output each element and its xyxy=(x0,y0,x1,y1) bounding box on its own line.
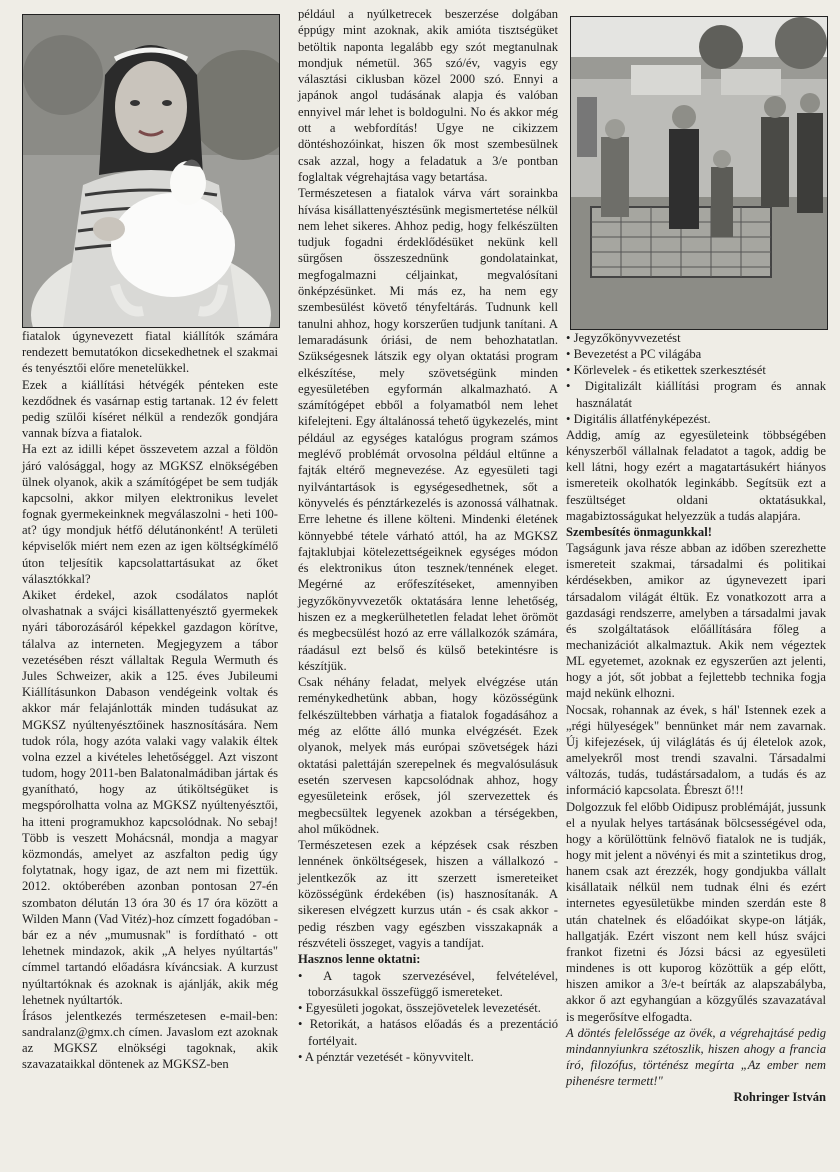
photo-poultry-show-visitors xyxy=(571,17,827,329)
col3-list xyxy=(566,330,826,427)
col2-paragraph: Természetesen ezek a képzések csak részben lennének önköltségesek, hiszen a vállalkozó - jelentkezők az itt szerzett ismereteiket közösségünk érdekében (is) hasznosítanák. A sikeresen elvégzett kurzus után - és csak akkor - pedig részben vagy egészben visszakapnák a részvételi összeget, vagyis a tandíjat. xyxy=(298,838,558,950)
list-item: • Jegyzőkönyvvezetést xyxy=(566,331,681,345)
list-item: • Bevezetést a PC világába xyxy=(566,347,702,362)
col3-paragraph: Dolgozzuk fel előbb Oidipusz problémáját, jussunk el a nyulak helyes tartásának bölcsességével oda, hogy a körülöttünk felnövő fiatalok ne is tudják, hogy mit jelent a növényi és mit a szintetikus drog, hanem csak azt érezzék, hogy gondjukba vállalt kisállataik nélkül nem tudnak élni és ezért internetes egyesületükbe minden szerdán este 8 után chatelnek és előadóikat skype-on látják, hallgatják. Ezért viszont nem kell húsz svájci frankot fizetni és Józsi bácsi az egyesületi mindenes is ott kuporog közöttük a gép előtt, hiszen amikor a 3/e-t beírták az alapszabályba, akkor ő azt egyhangúan a közgyűlés szavazatával is megerősítve elfogadta. xyxy=(566,799,826,1024)
author-signature: Rohringer István xyxy=(733,1090,826,1105)
col1-paragraph: Ha ezt az idilli képet összevetem azzal a földön járó valósággal, hogy az MGKSZ elnökségében ülnek olyanok, akik a számítógépet be sem tudják kapcsolni, akkor milyen elektronikus levelet fognak gyermekeinknek megválaszolni - heti 100-at? úgy mondjuk hétfő délutánonként! A területi képviselők miért nem ezen az igen költségkímélő úton teljesítik kapcsolattartásukat az őket választókkal? xyxy=(22,442,278,586)
closing-quote: A döntés felelőssége az övék, a végrehajtásé pedig mindannyiunkra szétoszlik, hiszen ahogy a francia író, filozófus, történész megírta „Az ember nem pihenésre termett!" xyxy=(566,1025,826,1089)
col3-paragraph: Addig, amíg az egyesületeink többségében kényszerből vállalnak feladatot a tagok, addig be kell látni, hogy ezért a magatartásukért hiányos ismereteik okolhatók leginkább. Segítsük ezt a feszültséget oldani oktatásukkal, magabiztosságukat helyezzük a tudás alapjára. xyxy=(566,427,826,523)
list-item: • Egyesületi jogokat, összejövetelek levezetését. xyxy=(298,1001,541,1016)
left-photo xyxy=(22,14,280,328)
column-2 xyxy=(298,6,558,1065)
col1-paragraph: Ezek a kiállítási hétvégék pénteken este kezdődnek és vasárnap estig tartanak. 12 év felett pedig szülői kíséret nélkül a rendezők gondjára vannak bízva a fiatalok. xyxy=(22,377,278,441)
col2-list xyxy=(298,968,558,1066)
list-item: • A pénztár vezetését - könyvvitelt. xyxy=(298,1050,474,1064)
col3-paragraph: Nocsak, rohannak az évek, s hál' Istennek ezek a „régi hülyeségek" bennünket már nem zavarnak. Új kifejezések, új világlátás és új életelok azok, amelyekről most trendi szavalni. Társadalmi változás, tudás, tudástársadalom, a tudás és az információ kapcsolata. Ébreszt ő!!! xyxy=(566,702,826,798)
col2-paragraph: például a nyúlketrecek beszerzése dolgában éppúgy mint azoknak, akik amióta tisztségüket betöltik naponta legalább egy szót megtanulnak mondjuk németül. 365 szó/év, vagyis egy választási ciklusban közel 2000 szó. Ennyi a japánok angol tudásának alapja és valóban ennyivel már lehet is boldogulni. No és akkor még ott a webfordítás! Ugye ne cikizzem döntéshozóinkat, hiszen ők most szembesülnek csak azzal, hogy a feladatuk a 3/e pontban foglaltak végrehajtása vagy betartása. xyxy=(298,7,558,184)
col1-paragraph: Akiket érdekel, azok csodálatos naplót olvashatnak a svájci kisállattenyésztő gyermekek nyári táborozásáról képekkel gazdagon körítve, tálalva az interneten. Megjegyzem a tábor vezetésében részt vállaltak Regula Wermuth és Jules Schweizer, akik a 125. éves Jubileumi Kiállításunkon Dabason vendégeink voltak és akkor már felajánlották minden tudásukat az MGKSZ nyúltenyésztőinek hasznosítására. Nem tudok róla, hogy azóta valaki vagy valakik éltek volna ezzel a kivételes lehetőséggel. Azt viszont tudom, hogy 2011-ben Balatonalmádiban jártak és gyanítható, hogy az útiköltségüket is megspórolhatta volna az MGKSZ nyúltenyésztői, ha itteni programukhoz kapcsolódnak. No sebaj! Több is veszett Mohácsnál, mondja a magyar közmondás, amelyet az aszfalton pedig úgy folytatnak, hogy igaz, de azt nem mi fizettük. 2012. októberében azonban pontosan 27-én szombaton délután 13 óra 30 és 17 óra között a Wilden Mann (Vad Vitéz)-hoz címzett fogadóban - bár ez a név „mumusnak" is fordítható - ott lehetnek mindazok, akik „A helyes nyúltartás" címmel tartandó előadásra kíváncsiak. A kurzust nyúltartóknak és azoknak is ajánlják, akik még lehetnek nyúltartók. xyxy=(22,588,278,1007)
right-photo xyxy=(570,16,828,330)
col2-paragraph: Természetesen a fiatalok várva várt sorainkba hívása kisállattenyésztésünk megismertetése nélkül nem lehet sikeres. Ahhoz pedig, hogy felkészülten tudjuk fogadni érdeklődésüket nekünk kell sürgősen összeszednünk gondolatainkat, megfogalmazni céljainkat, megvalósítani önképzésünket. Mi más ez, ha nem egy szembesülést követő tényfeltárás. Tudnunk kell tanulni ahhoz, hogy korszerűen tudjunk tanítani. A lemaradásunk óriási, de nem behozhatatlan. Szükségesnek látszik egy olyan oktatási program elkészítése, mely szövetségünk minden egyesületében egyformán alkalmazható. A számítógépet ebből a folyamatból nem lehet kifelejteni. Egy általánossá tehető ügykezelés, mint például az egységes katalógus program számos meglévő problémát orvosolna például eltűnne a fajták eltérő megnevezése. Az egyesületi tagi nyilvántartások is egységesedhetnek, sőt a könyvelés és pénztárkezelés is azonossá válhatnak. Erre lehetne és illene költeni. Mindenki életének könnyebbé tétele várható attól, ha az MGKSZ fajtaklubjai kötelezettségeiknek egységes módon és elektronikus úton tesznek/tennének eleget. Megérné az erőfeszítéseket, amennyiben jegyzőkönyvvezetők oktatására lenne lehetőség, hiszen ez a megkerülhetetlen feladat lehet örömöt és megbecsülést hozó az erre vállalkozók számára, ráadásul ezt belső és külső betekintésre is készítjük. xyxy=(298,186,558,673)
list-item: • Retorikát, a hatásos előadás és a prezentáció fortélyait. xyxy=(298,1017,558,1048)
list-item: • A tagok szervezésével, felvételével, toborzásukkal összefüggő ismereteket. xyxy=(298,968,558,999)
col3-paragraph: Tagságunk java része abban az időben szerezhette ismereteit szakmai, társadalmi és politikai kérdésekben, amikor az úgynevezett ipari társadalom világát éltük. Ez vonatkozott arra a gazdasági rendszerre, amelyben a társadalmi javak és szolgáltatások előállítására főleg a mechanizációt alkalmaztuk. Akik nem végeztek ML egyetemet, azoknak ez egyszerűen azt jelenti, hogy a jót, sőt jobbat a fejlettebb technika fogja majd nekünk elhozni. xyxy=(566,541,826,701)
col1-paragraph: fiatalok úgynevezett fiatal kiállítók számára rendezett bemutatókon dicsekedhetnek el szakmai és tenyésztői előre menetelükkel. xyxy=(22,329,278,376)
col3-subheading: Szembesítés önmagunkkal! xyxy=(566,524,712,539)
list-item: • Körlevelek - és etikettek szerkesztését xyxy=(566,363,766,378)
list-item: • Digitalizált kiállítási program és annak használatát xyxy=(566,379,827,410)
col1-paragraph: Írásos jelentkezés természetesen e-mail-ben: sandralanz@gmx.ch címen. Javaslom ezt azoknak az MGKSZ elnökségi tagoknak, akik szavazataikkal döntenek az MGKSZ-ben xyxy=(22,1008,278,1072)
col2-subheading: Hasznos lenne oktatni: xyxy=(298,952,421,967)
column-3 xyxy=(566,330,826,1106)
col2-paragraph: Csak néhány feladat, melyek elvégzése után reménykedhetünk abban, hogy közösségünk felkészültebben várhatja a fiatalok fogadásához a még az előtte álló munka elvégzését. Ezek olyanok, melyek más európai szövetségek házi oktatási palettáján szerepelnek és megvalósulásuk esetén szervesen kapcsolódnak ahhoz, hogy egyesületeink erősek, jól szervezettek és megbecsültek legyenek azokban a térségekben, ahol működnek. xyxy=(298,675,558,836)
column-1 xyxy=(22,328,278,1073)
photo-girl-holding-white-hen xyxy=(23,15,279,327)
list-item: • Digitális állatfényképezést. xyxy=(566,411,711,426)
